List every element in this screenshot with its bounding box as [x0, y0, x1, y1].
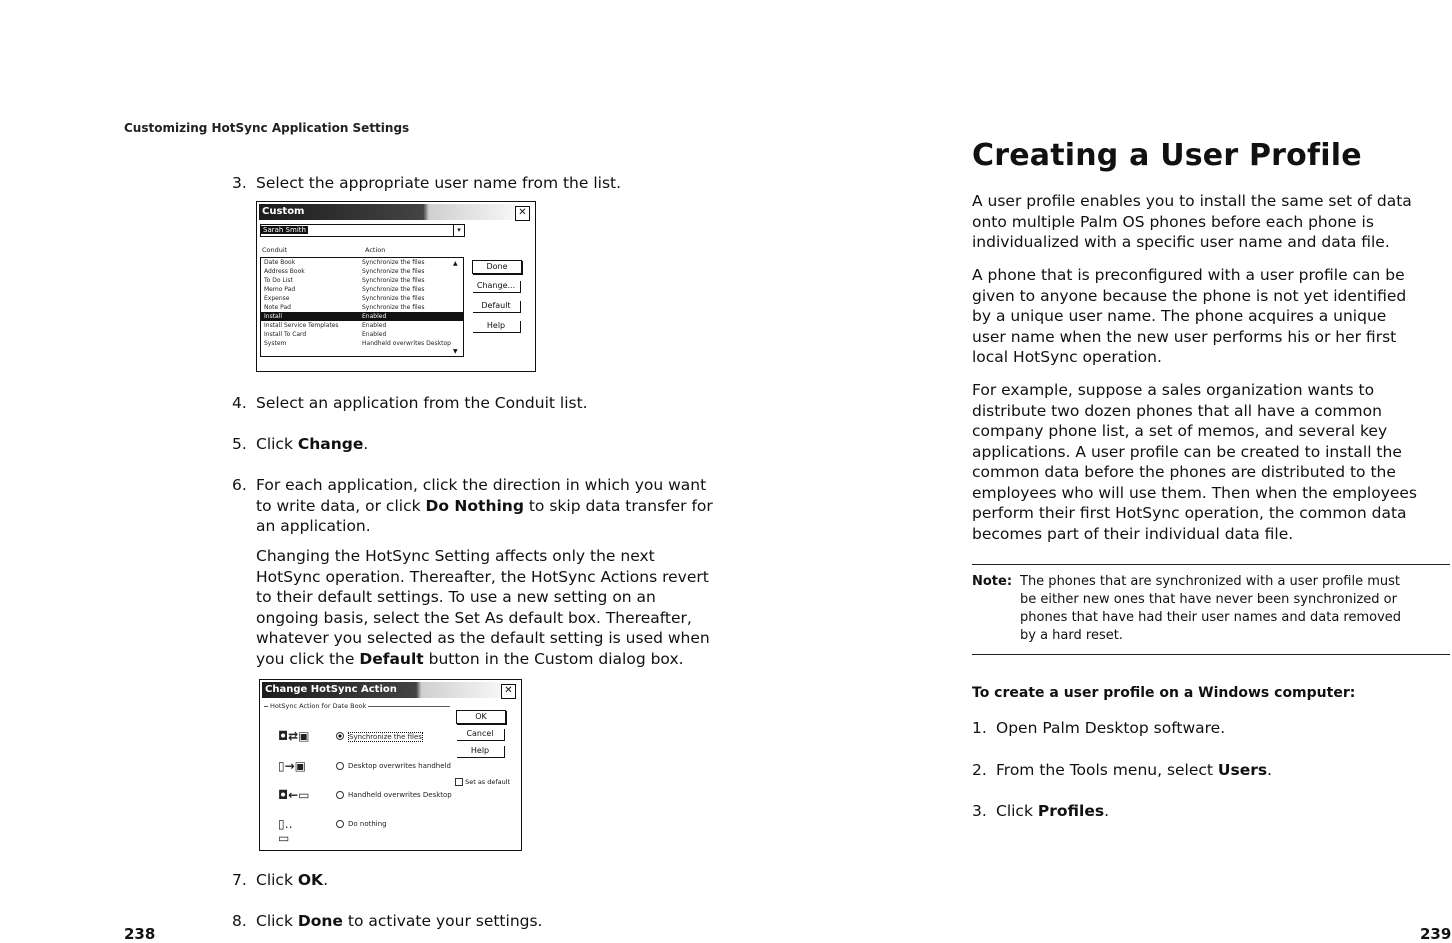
radio-button[interactable]: [336, 820, 344, 828]
text-line: onto multiple Palm OS phones before each phone is: [972, 212, 1374, 231]
bold-term: Change: [297, 435, 364, 453]
step-text: [996, 760, 1450, 781]
list-item[interactable]: [261, 312, 463, 321]
conduit-action: Synchronize the files: [362, 304, 425, 311]
list-item[interactable]: [261, 339, 463, 348]
step-3: [232, 173, 752, 194]
ok-button[interactable]: OK: [456, 710, 506, 724]
list-item[interactable]: [261, 267, 463, 276]
text-run: From the Tools menu, select: [996, 761, 1218, 779]
change-dialog-titlebar: [262, 682, 519, 698]
conduit-action: Synchronize the files: [362, 295, 425, 302]
close-icon[interactable]: ✕: [515, 206, 530, 221]
hotsync-action-group: [264, 702, 452, 845]
conduit-name: Install To Card: [264, 331, 307, 338]
procedure-heading: To create a user profile on a Windows computer:: [972, 685, 1356, 701]
conduit-action: Synchronize the files: [362, 286, 425, 293]
hotsync-setting-paragraph: [256, 546, 756, 669]
note-bottom-rule: [972, 654, 1450, 655]
do-nothing-icon: ▯‥▭: [278, 817, 293, 845]
text-line: A user profile enables you to install the same set of data: [972, 192, 1412, 210]
conduit-list[interactable]: [260, 257, 464, 357]
bold-term: Do Nothing: [425, 496, 524, 515]
conduit-action: Enabled: [362, 313, 387, 320]
text-line: user name when the new user performs his or her first: [972, 327, 1397, 346]
option-label: Synchronize the files: [349, 733, 422, 741]
text-line: whatever you selected as the default setting is used when: [256, 629, 710, 647]
text-line: becomes part of their individual data file.: [972, 524, 1294, 543]
text-line: given to anyone because the phone is not yet identified: [972, 286, 1407, 305]
preconfigured-paragraph: [972, 265, 1450, 368]
step-number: 4.: [232, 394, 247, 412]
bold-term: Done: [297, 912, 343, 930]
step-number: 7.: [232, 871, 247, 889]
text-line: distribute two dozen phones that all have a common: [972, 401, 1382, 420]
step-number: 8.: [232, 912, 247, 930]
conduit-action: Handheld overwrites Desktop: [362, 340, 451, 347]
profile-step-1: [972, 718, 1450, 739]
text-run: .: [1104, 802, 1110, 820]
step-text: [256, 911, 752, 932]
page-title: Creating a User Profile: [972, 138, 1362, 173]
text-line: applications. A user profile can be created to install the: [972, 442, 1402, 461]
text-run: .: [363, 435, 369, 453]
step-5: [232, 434, 752, 455]
conduit-name: Memo Pad: [264, 286, 296, 293]
step-text: Select the appropriate user name from the list.: [256, 174, 622, 192]
text-line: an application.: [256, 517, 371, 535]
text-line: perform their first HotSync operation, the common data: [972, 504, 1407, 522]
text-run: Click: [256, 871, 298, 889]
conduit-action: Synchronize the files: [362, 277, 425, 284]
step-text: [256, 870, 752, 891]
done-button[interactable]: Done: [472, 260, 522, 274]
group-label: HotSync Action for Date Book: [270, 702, 367, 710]
text-run: .: [323, 871, 328, 889]
step-6: [232, 475, 752, 537]
intro-paragraph: [972, 191, 1450, 253]
list-item[interactable]: [261, 321, 463, 330]
action-column-header: Action: [365, 246, 386, 254]
checkbox-icon[interactable]: [455, 778, 463, 786]
text-line: to their default settings. To use a new setting on an: [256, 588, 656, 606]
conduit-name: System: [264, 340, 287, 347]
page-number-right: 239: [1420, 925, 1452, 943]
text-line: For each application, click the direction in which you want: [256, 476, 707, 494]
user-select-value: Sarah Smith: [263, 226, 306, 234]
list-item[interactable]: [261, 258, 463, 267]
text-line: The phones that are synchronized with a user profile must: [1020, 574, 1401, 589]
bold-term: Default: [359, 649, 424, 668]
step-text: Select an application from the Conduit list.: [256, 394, 588, 412]
note-block: [972, 573, 1450, 645]
text-run: to write data, or click: [256, 496, 426, 515]
text-line: phones that have had their user names and data removed: [1020, 610, 1402, 625]
text-run: Open Palm Desktop software.: [996, 719, 1226, 737]
text-line: Changing the HotSync Setting affects only the next: [256, 547, 655, 565]
text-run: .: [1267, 761, 1273, 779]
running-header: Customizing HotSync Application Settings: [124, 121, 410, 135]
text-run: Click: [256, 435, 298, 453]
text-line: be either new ones that have never been synchronized or: [1020, 592, 1397, 607]
option-label: Handheld overwrites Desktop: [348, 791, 452, 799]
help-button[interactable]: Help: [456, 745, 504, 757]
step-number: 3.: [232, 174, 247, 192]
text-line: ongoing basis, select the Set As default box. Thereafter,: [256, 608, 692, 627]
profile-step-2: [972, 760, 1450, 781]
handheld-overwrites-icon: ◘←▭: [278, 788, 310, 802]
example-paragraph: [972, 380, 1450, 544]
option-label: Do nothing: [348, 820, 387, 828]
step-8: [232, 911, 752, 932]
sync-icon: ◘⇄▣: [278, 729, 310, 743]
dialog-title: Custom: [262, 206, 305, 217]
desktop-overwrites-icon: ▯→▣: [278, 759, 306, 773]
conduit-name: Address Book: [264, 268, 305, 275]
step-number: 5.: [232, 435, 247, 453]
scroll-down-icon[interactable]: ▼: [453, 348, 458, 355]
default-button[interactable]: Default: [472, 300, 520, 312]
conduit-action: Synchronize the files: [362, 268, 425, 275]
conduit-action: Enabled: [362, 322, 387, 329]
checkbox-label: Set as default: [465, 778, 511, 786]
custom-dialog: [256, 201, 536, 372]
text-run: Click: [996, 802, 1038, 820]
step-4: [232, 393, 752, 414]
conduit-column-header: Conduit: [262, 246, 288, 254]
radio-button[interactable]: [336, 762, 344, 770]
list-item[interactable]: [261, 285, 463, 294]
conduit-name: Date Book: [264, 259, 296, 266]
help-button[interactable]: Help: [472, 320, 520, 332]
list-item[interactable]: [261, 276, 463, 285]
chevron-down-icon[interactable]: ▾: [453, 225, 464, 236]
close-icon[interactable]: ✕: [501, 684, 516, 699]
conduit-action: Enabled: [362, 331, 387, 338]
list-item[interactable]: [261, 294, 463, 303]
conduit-action: Synchronize the files: [362, 259, 425, 266]
step-text: [996, 801, 1450, 822]
text-run: to skip data transfer for: [523, 496, 713, 515]
step-number: 2.: [972, 761, 987, 779]
text-line: by a unique user name. The phone acquires a unique: [972, 307, 1387, 325]
text-line: employees who will use them. Then when the employees: [972, 483, 1418, 502]
bold-term: Users: [1217, 761, 1268, 779]
note-label: Note:: [972, 574, 1013, 589]
option-label: Desktop overwrites handheld: [348, 762, 451, 770]
conduit-name: Install Service Templates: [264, 322, 339, 329]
profile-step-3: [972, 801, 1450, 822]
change-button[interactable]: Change...: [472, 280, 520, 292]
note-text: [1020, 573, 1450, 645]
conduit-name: Expense: [264, 295, 290, 302]
text-line: company phone list, a set of memos, and several key: [972, 422, 1388, 440]
text-line: by a hard reset.: [1020, 628, 1123, 643]
conduit-name: Install: [264, 313, 283, 320]
step-7: [232, 870, 752, 891]
bold-term: Profiles: [1037, 802, 1105, 820]
text-line: For example, suppose a sales organization wants to: [972, 381, 1375, 399]
text-run: you click the: [256, 649, 360, 668]
bold-term: OK: [297, 871, 324, 889]
note-top-rule: [972, 564, 1450, 565]
conduit-name: Note Pad: [264, 304, 291, 311]
text-line: HotSync operation. Thereafter, the HotSync Actions revert: [256, 567, 709, 586]
scroll-up-icon[interactable]: ▲: [453, 260, 458, 267]
custom-dialog-titlebar: [259, 204, 533, 220]
step-number: 1.: [972, 719, 987, 737]
step-text: [256, 434, 752, 455]
step-number: 3.: [972, 802, 987, 820]
text-run: to activate your settings.: [342, 912, 543, 930]
user-select[interactable]: [260, 224, 465, 237]
set-default-checkbox[interactable]: [455, 778, 510, 786]
step-text: [256, 475, 752, 537]
step-text: [996, 718, 1450, 739]
text-run: button in the Custom dialog box.: [423, 649, 684, 668]
text-line: A phone that is preconfigured with a user profile can be: [972, 266, 1405, 284]
text-line: local HotSync operation.: [972, 348, 1162, 366]
step-number: 6.: [232, 476, 247, 494]
list-item[interactable]: [261, 330, 463, 339]
change-hotsync-action-dialog: [259, 679, 522, 851]
cancel-button[interactable]: Cancel: [456, 728, 504, 740]
list-item[interactable]: [261, 303, 463, 312]
conduit-name: To Do List: [264, 277, 293, 284]
text-run: Click: [256, 912, 298, 930]
radio-button[interactable]: [336, 791, 344, 799]
text-line: individualized with a specific user name and data file.: [972, 233, 1390, 251]
radio-button[interactable]: [336, 732, 344, 740]
page-number-left: 238: [124, 925, 156, 943]
dialog-title: Change HotSync Action: [265, 684, 397, 695]
text-line: common data before the phones are distributed to the: [972, 463, 1396, 481]
